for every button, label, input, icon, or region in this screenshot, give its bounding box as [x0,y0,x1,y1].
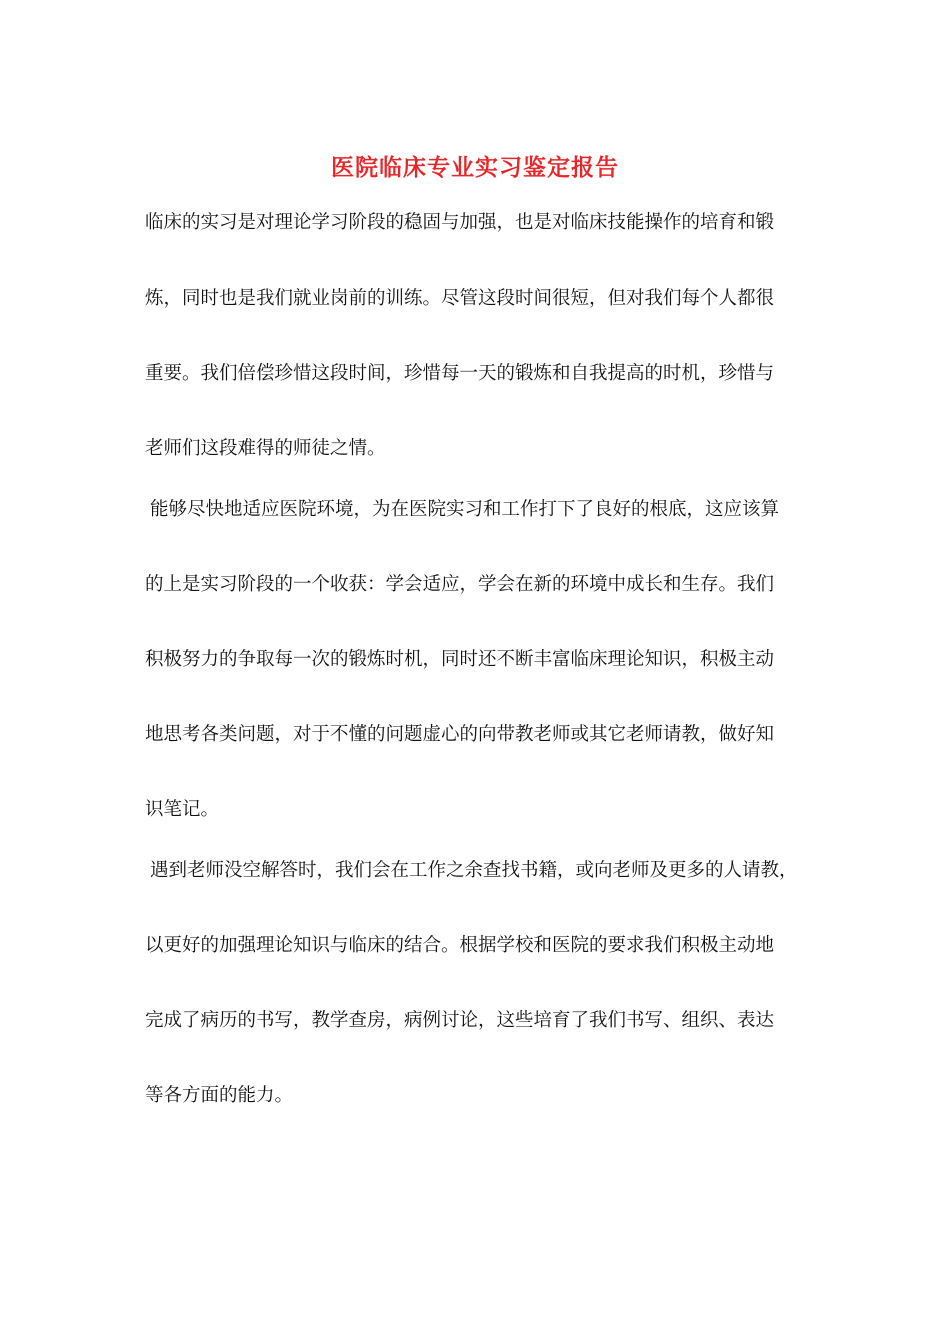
paragraph-line: 临床的实习是对理论学习阶段的稳固与加强，也是对临床技能操作的培育和锻 [145,212,775,233]
paragraph-line: 炼，同时也是我们就业岗前的训练。尽管这段时间很短，但对我们每个人都很 [145,288,775,309]
paragraph-line: 等各方面的能力。 [145,1085,294,1106]
paragraph-line: 识笔记。 [145,799,220,820]
paragraph-line: 能够尽快地适应医院环境，为在医院实习和工作打下了良好的根底，这应该算 [150,499,780,520]
paragraph-line: 地思考各类问题，对于不懂的问题虚心的向带教老师或其它老师请教，做好知 [145,724,775,745]
paragraph-line: 完成了病历的书写，教学查房，病例讨论，这些培育了我们书写、组织、表达 [145,1010,775,1031]
paragraph-line: 积极努力的争取每一次的锻炼时机，同时还不断丰富临床理论知识，积极主动 [145,649,775,670]
paragraph-line: 以更好的加强理论知识与临床的结合。根据学校和医院的要求我们积极主动地 [145,935,775,956]
paragraph-line: 重要。我们倍偿珍惜这段时间，珍惜每一天的锻炼和自我提高的时机，珍惜与 [145,363,775,384]
paragraph-line: 遇到老师没空解答时，我们会在工作之余查找书籍，或向老师及更多的人请教， [150,860,798,881]
document-title: 医院临床专业实习鉴定报告 [331,154,619,181]
paragraph-line: 老师们这段难得的师徒之情。 [145,438,386,459]
paragraph-line: 的上是实习阶段的一个收获：学会适应，学会在新的环境中成长和生存。我们 [145,574,775,595]
